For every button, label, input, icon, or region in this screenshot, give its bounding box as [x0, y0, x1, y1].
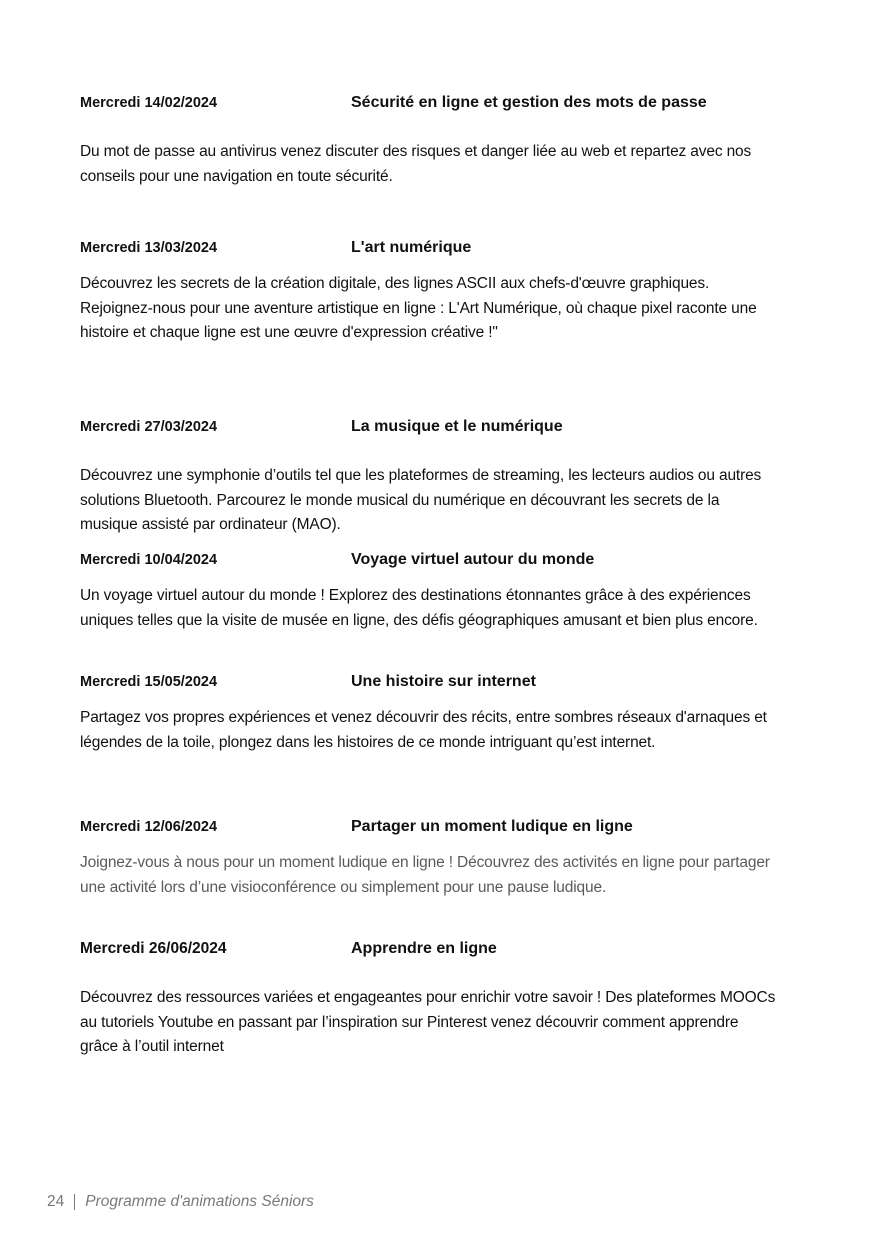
event-description: Un voyage virtuel autour du monde ! Explorez des destinations étonnantes grâce à des expériences uniques telles que la visite de musée en ligne, des défis géographiques amusant et bien plus encore. — [80, 587, 758, 629]
event-date: Mercredi 14/02/2024 — [80, 95, 218, 111]
event-date: Mercredi 10/04/2024 — [80, 552, 218, 568]
event-header — [80, 416, 780, 438]
event-entry — [80, 549, 780, 633]
event-title: Sécurité en ligne et gestion des mots de passe — [351, 94, 707, 111]
event-date: Mercredi 27/03/2024 — [80, 419, 218, 435]
page-number: 24 — [47, 1193, 65, 1210]
event-title: Une histoire sur internet — [351, 673, 536, 690]
event-date: Mercredi 13/03/2024 — [80, 240, 218, 256]
event-title: Apprendre en ligne — [351, 940, 497, 957]
event-entry — [80, 938, 780, 1060]
event-description: Partagez vos propres expériences et venez découvrir des récits, entre sombres réseaux d'arnaques et légendes de la toile, plongez dans les histoires de ce monde intriguant qu’est internet. — [80, 709, 767, 751]
event-header — [80, 816, 780, 838]
event-description: Découvrez des ressources variées et engageantes pour enrichir votre savoir ! Des plateformes MOOCs au tutoriels Youtube en passant par l’inspiration sur Pinterest venez découvrir comment apprendre grâce à l’outil internet — [80, 989, 776, 1055]
event-description: Joignez-vous à nous pour un moment ludique en ligne ! Découvrez des activités en ligne pour partager une activité lors d’une visioconférence ou simplement pour une pause ludique. — [80, 854, 770, 896]
event-title: La musique et le numérique — [351, 418, 563, 435]
event-entry — [80, 416, 780, 538]
document-title: Programme d'animations Séniors — [85, 1193, 314, 1210]
event-entry — [80, 816, 780, 900]
event-date: Mercredi 26/06/2024 — [80, 940, 227, 957]
event-description: Du mot de passe au antivirus venez discuter des risques et danger liée au web et repartez avec nos conseils pour une navigation en toute sécurité. — [80, 143, 752, 185]
event-header — [80, 92, 780, 114]
event-title: Voyage virtuel autour du monde — [351, 551, 595, 568]
event-entry — [80, 671, 780, 755]
page-footer — [47, 1191, 314, 1213]
event-header — [80, 237, 780, 259]
event-date: Mercredi 12/06/2024 — [80, 819, 218, 835]
event-title: L'art numérique — [351, 239, 472, 256]
event-header — [80, 671, 780, 693]
event-header — [80, 549, 780, 571]
event-description: Découvrez une symphonie d’outils tel que les plateformes de streaming, les lecteurs audios ou autres solutions Bluetooth. Parcourez le monde musical du numérique en découvrant les secrets de la musique assisté par ordinateur (MAO). — [80, 467, 762, 533]
event-description: Découvrez les secrets de la création digitale, des lignes ASCII aux chefs-d'œuvre graphiques. Rejoignez-nous pour une aventure artistique en ligne : L'Art Numérique, où chaque pixel raconte une histoire et chaque ligne est une œuvre d'expression créative !" — [80, 275, 757, 341]
event-header — [80, 938, 780, 960]
event-entry — [80, 237, 780, 346]
event-title: Partager un moment ludique en ligne — [351, 818, 633, 835]
event-entry — [80, 92, 780, 189]
event-date: Mercredi 15/05/2024 — [80, 674, 218, 690]
footer-divider — [74, 1194, 75, 1210]
